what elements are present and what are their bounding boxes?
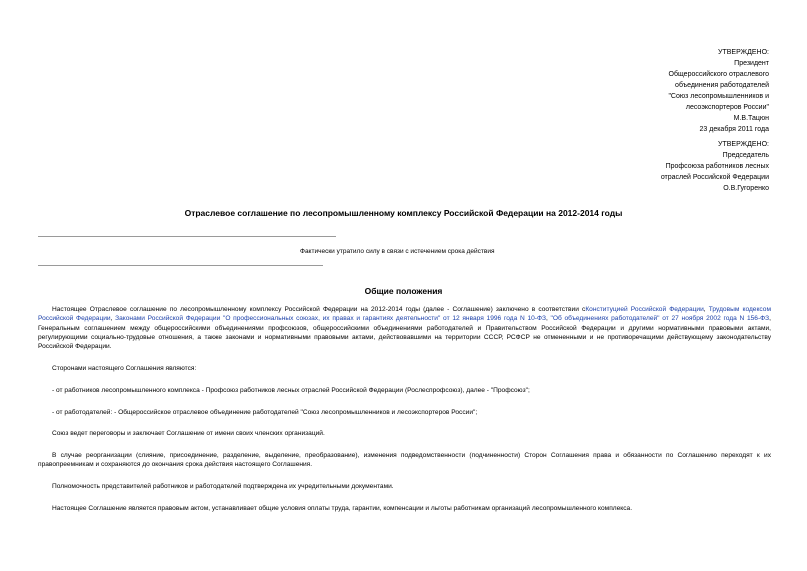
approval-line: Профсоюза работников лесных: [665, 163, 769, 170]
approval-line: "Союз лесопромышленников и: [668, 93, 769, 100]
paragraph-text: ,: [110, 315, 116, 323]
paragraph-authority: Полномочность представителей работников и работодателей подтверждена их учредительными документами.: [52, 483, 394, 491]
paragraph-reorganization: В случае реорганизации (слияние, присоединение, разделение, выделение, преобразование), изменения подведомственности (подчиненности) Сторон Соглашения права и обязанности по Соглашению переходят к их правопреемникам и сохраняются до окончания срока действия настоящего Соглашения.: [38, 452, 771, 469]
section-heading: Общие положения: [364, 286, 443, 296]
approval-line: лесоэкспортеров России": [685, 104, 769, 111]
paragraph-legal-act: Настоящее Соглашение является правовым актом, устанавливает общие условия оплаты труда, гарантии, компенсации и льготы работникам организаций лесопромышленного комплекса.: [52, 505, 633, 513]
approval-line: Председатель: [722, 152, 769, 159]
document-title: Отраслевое соглашение по лесопромышленному комплексу Российской Федерации на 2012-2014 годы: [184, 208, 623, 218]
paragraph-parties: Сторонами настоящего Соглашения являются:: [52, 364, 197, 372]
paragraph-negotiation: Союз ведет переговоры и заключает Соглашение от имени своих членских организаций.: [52, 430, 325, 438]
link-constitution[interactable]: Конституцией Российской Федерации: [585, 306, 704, 313]
approval-signatory: М.В.Тацюн: [733, 115, 769, 122]
paragraph-employers-party: - от работодателей: - Общероссийское отраслевое объединение работодателей "Союз лесопромышленников и лесоэкспортеров России";: [52, 408, 478, 416]
divider-bottom: [38, 265, 323, 266]
paragraph-text: , Генеральным соглашением между общероссийскими объединениями профсоюзов, общероссийскими объединениями работодателей и Правительством Российской Федерации и другими нормативными правовыми актами, регулирующими социально-трудовые отношения, а также законами и нормативными правовыми актами, действовавшими на территории СССР, РСФСР не отмененными и не противоречащими действующему законодательству Российской Федерации.: [38, 315, 772, 351]
approval-line: Президент: [734, 60, 769, 67]
approval-line: УТВЕРЖДЕНО:: [718, 49, 769, 56]
link-labor-code[interactable]: Трудовым кодексом Российской Федерации: [38, 306, 772, 323]
link-employers-associations-law[interactable]: "Об объединениях работодателей" от 27 ноября 2002 года N 156-ФЗ: [550, 315, 770, 323]
approval-block-employers: [668, 47, 769, 135]
approval-line: Общероссийского отраслевого: [668, 71, 769, 78]
approval-block-union: [661, 139, 769, 194]
approval-date: 23 декабря 2011 года: [699, 126, 769, 133]
approval-line: отраслей Российской Федерации: [660, 174, 769, 181]
approval-line: УТВЕРЖДЕНО:: [718, 141, 769, 148]
status-note: Фактически утратило силу в связи с истечением срока действия: [300, 248, 495, 255]
divider-top: [38, 236, 336, 237]
approval-signatory: О.В.Гугоренко: [723, 185, 769, 192]
paragraph-workers-party: - от работников лесопромышленного комплекса - Профсоюз работников лесных отраслей Российской Федерации (Рослеспрофсоюз), далее - "Профсоюз";: [52, 386, 530, 394]
paragraph-legal-basis: [38, 305, 771, 351]
paragraph-text: Настоящее Отраслевое соглашение по лесопромышленному комплексу Российской Федерации на 2012-2014 годы (далее - Соглашение) заключено в соответствии с: [52, 306, 586, 313]
paragraph-text: ,: [703, 306, 709, 313]
approval-line: объединения работодателей: [675, 82, 769, 89]
document-body: [38, 305, 771, 526]
link-trade-unions-law[interactable]: Законами Российской Федерации "О профессиональных союзах, их правах и гарантиях деятельности" от 12 января 1996 года N 10-ФЗ: [115, 315, 546, 323]
paragraph-text: ,: [545, 315, 551, 323]
